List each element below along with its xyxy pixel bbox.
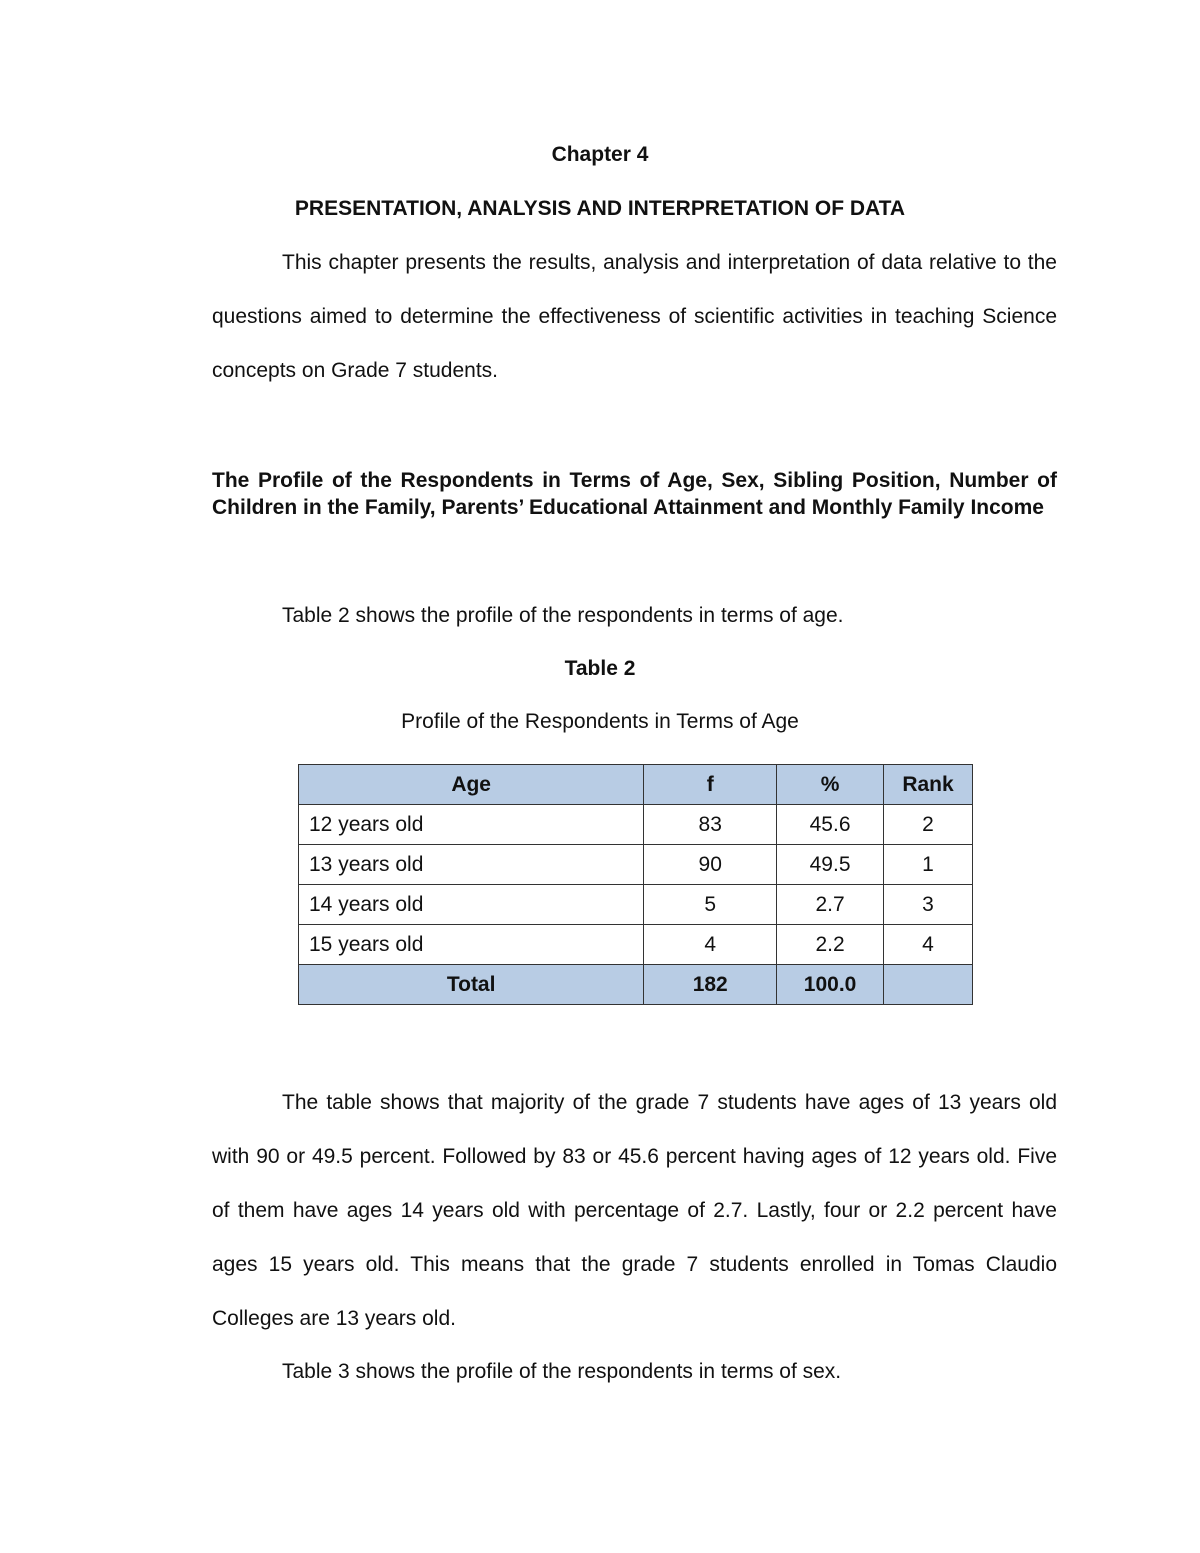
cell-rank: 2 <box>884 805 973 845</box>
cell-percent: 2.7 <box>777 885 884 925</box>
header-age: Age <box>299 765 644 805</box>
cell-age: 15 years old <box>299 925 644 965</box>
cell-age: 14 years old <box>299 885 644 925</box>
table-total-row <box>299 965 973 1005</box>
table-caption: Profile of the Respondents in Terms of Age <box>401 710 799 733</box>
total-f: 182 <box>644 965 777 1005</box>
table-row <box>299 925 973 965</box>
section-title: PRESENTATION, ANALYSIS AND INTERPRETATION OF DATA <box>294 197 906 220</box>
table3-lead-sentence: Table 3 shows the profile of the respondents in terms of sex. <box>282 1360 842 1383</box>
table-label: Table 2 <box>564 657 636 680</box>
table-header-row <box>299 765 973 805</box>
intro-paragraph: This chapter presents the results, analysis and interpretation of data relative to the questions aimed to determine the effectiveness of scientific activities in teaching Science concepts on Grade 7 students. <box>212 251 1057 382</box>
cell-percent: 45.6 <box>777 805 884 845</box>
cell-f: 5 <box>644 885 777 925</box>
cell-rank: 4 <box>884 925 973 965</box>
chapter-title: Chapter 4 <box>551 143 649 166</box>
header-f: f <box>644 765 777 805</box>
table-row <box>299 885 973 925</box>
header-percent: % <box>777 765 884 805</box>
header-rank: Rank <box>884 765 973 805</box>
subheading: The Profile of the Respondents in Terms of Age, Sex, Sibling Position, Number of Children in the Family, Parents’ Educational Attainment and Monthly Family Income <box>212 469 1057 519</box>
cell-f: 83 <box>644 805 777 845</box>
cell-rank: 3 <box>884 885 973 925</box>
total-rank <box>884 965 973 1005</box>
cell-f: 90 <box>644 845 777 885</box>
age-profile-table <box>298 764 973 1005</box>
table-row <box>299 805 973 845</box>
table-row <box>299 845 973 885</box>
analysis-paragraph: The table shows that majority of the grade 7 students have ages of 13 years old with 90 or 49.5 percent. Followed by 83 or 45.6 percent having ages of 12 years old. Five of them have ages 14 years old with percentage of 2.7. Lastly, four or 2.2 percent have ages 15 years old. This means that the grade 7 students enrolled in Tomas Claudio Colleges are 13 years old. <box>212 1091 1057 1330</box>
total-label: Total <box>299 965 644 1005</box>
table2-lead-sentence: Table 2 shows the profile of the respondents in terms of age. <box>282 604 844 627</box>
cell-age: 13 years old <box>299 845 644 885</box>
total-percent: 100.0 <box>777 965 884 1005</box>
cell-percent: 49.5 <box>777 845 884 885</box>
cell-f: 4 <box>644 925 777 965</box>
cell-age: 12 years old <box>299 805 644 845</box>
cell-percent: 2.2 <box>777 925 884 965</box>
cell-rank: 1 <box>884 845 973 885</box>
